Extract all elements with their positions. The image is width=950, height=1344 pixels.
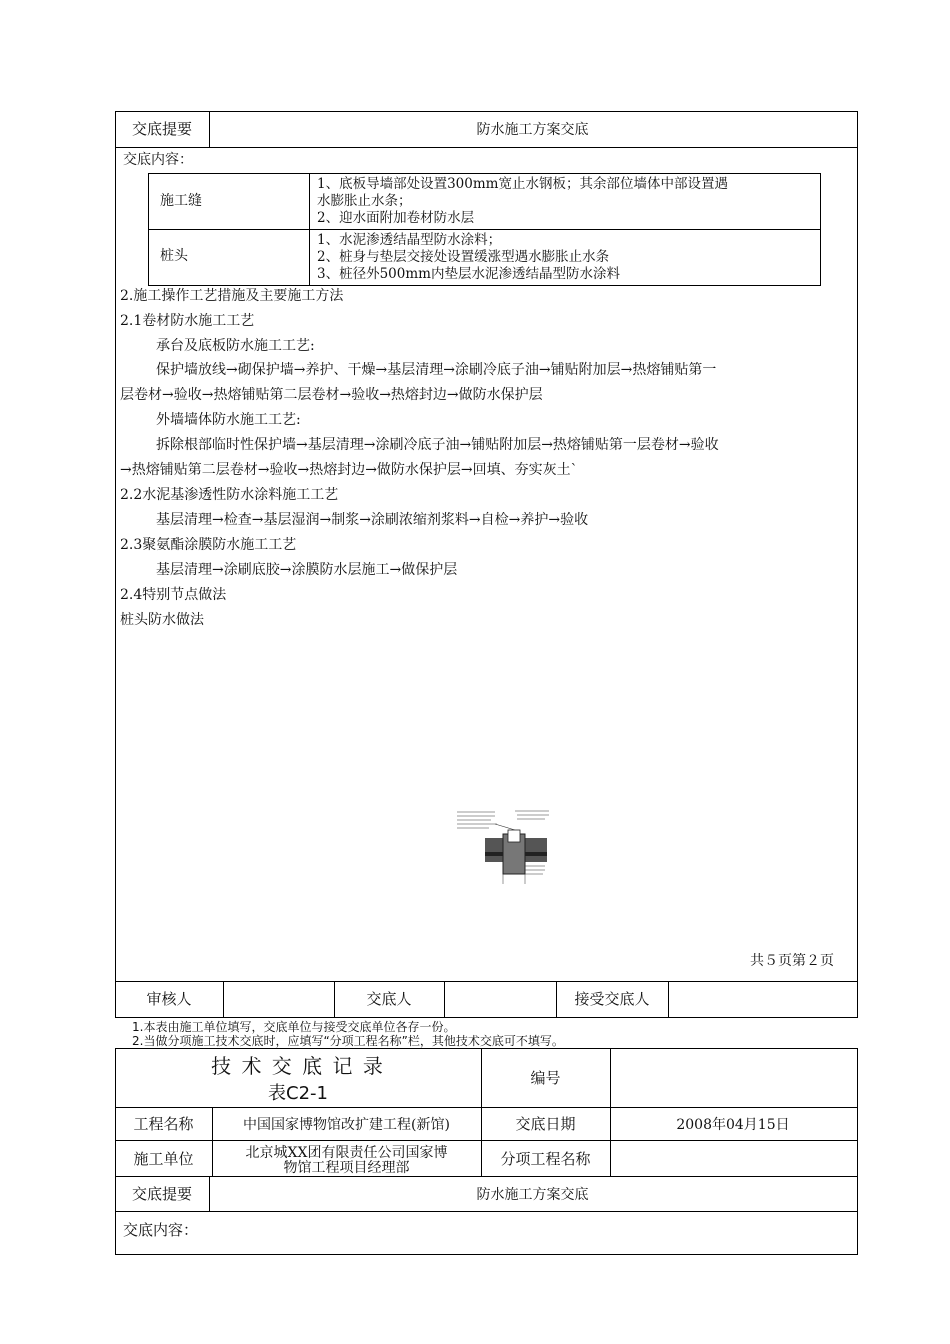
body-line: 基层清理→涂刷底胶→涂膜防水层施工→做保护层 (156, 562, 458, 578)
number-label: 编号 (530, 1069, 561, 1087)
inner-row-2-name: 桩头 (160, 248, 188, 264)
inner-row-2-line-1: 1、水泥渗透结晶型防水涂料； (317, 232, 502, 248)
summary-value: 防水施工方案交底 (476, 121, 589, 138)
summary-value-2: 防水施工方案交底 (476, 1186, 589, 1203)
number-value[interactable] (611, 1049, 855, 1106)
subproject-label: 分项工程名称 (500, 1149, 591, 1168)
body-line: 基层清理→检查→基层湿润→制浆→涂刷浓缩剂浆料→自检→养护→验收 (156, 512, 589, 528)
date-label: 交底日期 (515, 1115, 576, 1133)
project-label: 工程名称 (133, 1115, 194, 1133)
date-value: 2008年04月15日 (676, 1116, 790, 1133)
inner-row-2-line-2: 2、桩身与垫层交接处设置缓涨型遇水膨胀止水条 (317, 249, 610, 265)
summary-label: 交底提要 (131, 120, 192, 138)
project-value: 中国国家博物馆改扩建工程(新馆) (243, 1116, 450, 1133)
form-number: 表C2-1 (268, 1083, 328, 1104)
body-line: 2.1卷材防水施工工艺 (120, 313, 255, 329)
unit-value (212, 1141, 481, 1176)
content-label-2: 交底内容： (123, 1221, 199, 1239)
reviewer-label: 审核人 (146, 990, 192, 1008)
note-2: 2.当做分项施工技术交底时，应填写“分项工程名称”栏，其他技术交底可不填写。 (132, 1034, 564, 1048)
form-title: 技 术 交 底 记 录 (211, 1053, 385, 1078)
inner-row-1-name: 施工缝 (160, 193, 202, 209)
subproject-value[interactable] (611, 1141, 855, 1175)
body-line: 外墙墙体防水施工工艺: (156, 412, 301, 428)
body-line: 保护墙放线→砌保护墙→养护、干燥→基层清理→涂刷冷底子油→铺贴附加层→热熔铺贴第一 (156, 362, 717, 378)
inner-row-1-line-3: 2、迎水面附加卷材防水层 (317, 210, 475, 226)
body-line: 承台及底板防水施工工艺: (156, 338, 315, 354)
receiver-label: 接受交底人 (574, 990, 650, 1008)
body-line: 2.3聚氨酯涂膜防水施工工艺 (120, 537, 297, 553)
inner-row-1-line-1: 1、底板导墙部处设置300mm宽止水钢板；其余部位墙体中部设置遇 (317, 176, 728, 192)
body-line: 拆除根部临时性保护墙→基层清理→涂刷冷底子油→铺贴附加层→热熔铺贴第一层卷材→验收 (156, 437, 719, 453)
page-count: 共５页第２页 (750, 953, 834, 969)
body-line: 层卷材→验收→热熔铺贴第二层卷材→验收→热熔封边→做防水保护层 (120, 387, 543, 403)
body-line: 2.施工操作工艺措施及主要施工方法 (120, 288, 344, 304)
body-line: 2.4特别节点做法 (120, 587, 227, 603)
note-1: 1.本表由施工单位填写，交底单位与接受交底单位各存一份。 (132, 1020, 456, 1034)
body-line: →热熔铺贴第二层卷材→验收→热熔封边→做防水保护层→回填、夯实灰土` (120, 462, 578, 478)
inner-row-1-line-2: 水膨胀止水条； (317, 193, 412, 209)
content-label: 交底内容： (123, 152, 193, 168)
body-line: 桩头防水做法 (120, 612, 204, 628)
unit-value-line-1: 北京城XX团有限责任公司国家博 (245, 1144, 448, 1161)
unit-value-line-2: 物馆工程项目经理部 (283, 1160, 410, 1176)
inner-row-2-line-3: 3、桩径外500mm内垫层水泥渗透结晶型防水涂料 (317, 266, 620, 282)
body-line: 2.2水泥基渗透性防水涂料施工工艺 (120, 487, 339, 503)
discloser-label: 交底人 (366, 990, 412, 1008)
unit-label: 施工单位 (133, 1149, 194, 1168)
summary-label-2: 交底提要 (131, 1185, 192, 1203)
